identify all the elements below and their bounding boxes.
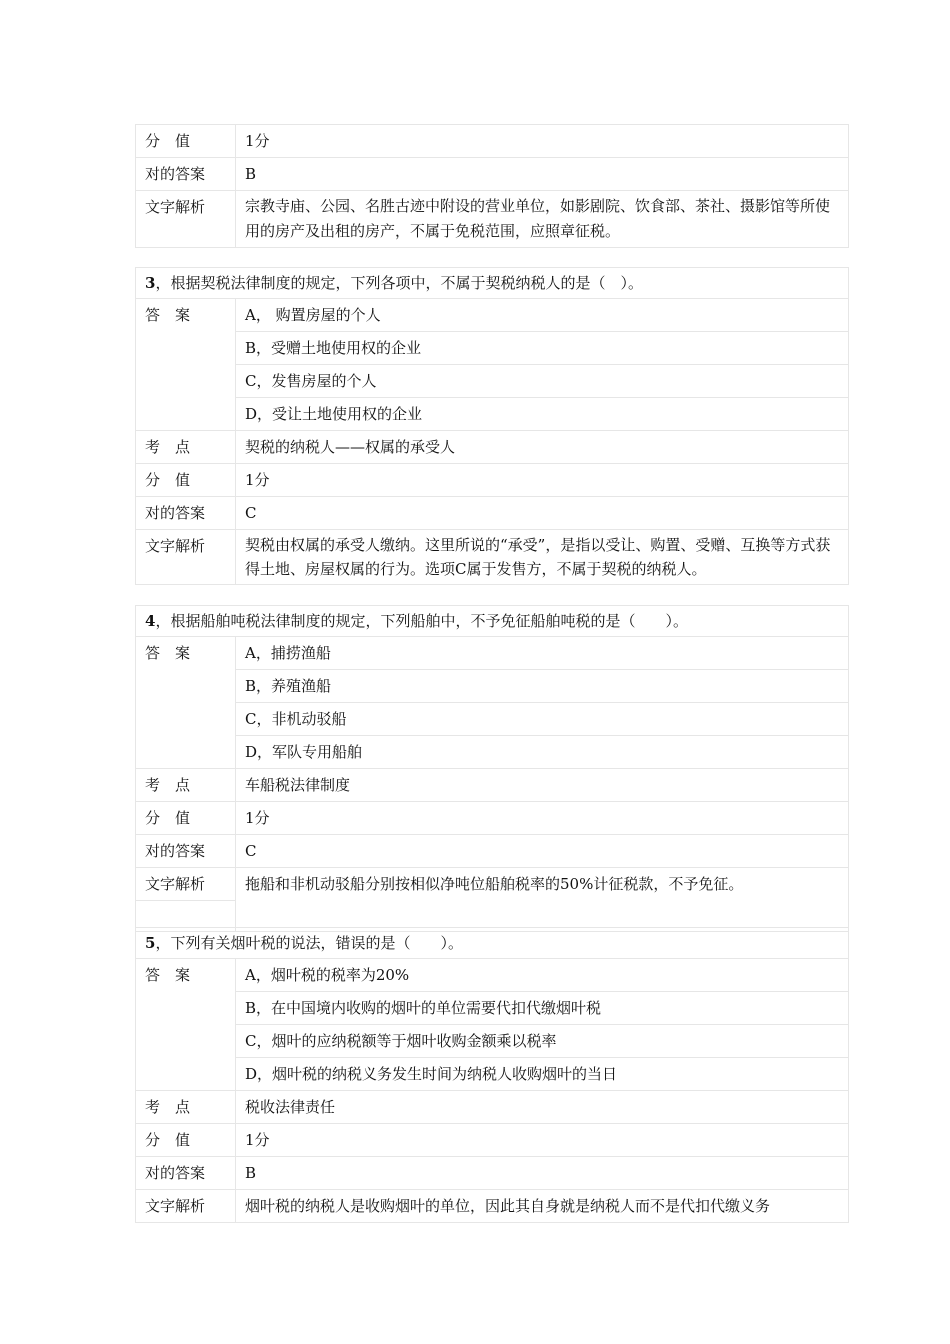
answer-label: 答 案 xyxy=(136,637,236,769)
analysis-text: 烟叶税的纳税人是收购烟叶的单位，因此其自身就是纳税人而不是代扣代缴义务 xyxy=(236,1190,849,1223)
answer-label: 答 案 xyxy=(136,959,236,1091)
point-label: 考 点 xyxy=(136,431,236,464)
option-row xyxy=(136,332,849,365)
correct-answer-label: 对的答案 xyxy=(136,835,236,868)
analysis-label: 文字解析 xyxy=(136,530,236,585)
option-b: B，在中国境内收购的烟叶的单位需要代扣代缴烟叶税 xyxy=(236,992,849,1025)
option-b: B，养殖渔船 xyxy=(236,670,849,703)
analysis-text: 契税由权属的承受人缴纳。这里所说的“承受”，是指以受让、购置、受赠、互换等方式获得土地、房屋权属的行为。选项C属于发售方，不属于契税的纳税人。 xyxy=(236,530,849,585)
point-value: 契税的纳税人——权属的承受人 xyxy=(236,431,849,464)
correct-answer-row xyxy=(136,835,849,868)
score-label: 分 值 xyxy=(136,1124,236,1157)
option-row xyxy=(136,398,849,431)
question-text: ，下列有关烟叶税的说法，错误的是（ ）。 xyxy=(155,934,463,952)
correct-answer-row xyxy=(136,158,849,191)
question-5-block xyxy=(135,927,849,1223)
option-b: B，受赠土地使用权的企业 xyxy=(236,332,849,365)
analysis-text: 宗教寺庙、公园、名胜古迹中附设的营业单位，如影剧院、饮食部、茶社、摄影馆等所使用的房产及出租的房产，不属于免税范围，应照章征税。 xyxy=(236,191,849,248)
question-number: 5 xyxy=(145,934,156,952)
correct-answer-label: 对的答案 xyxy=(136,497,236,530)
analysis-text: 拖船和非机动驳船分别按相似净吨位船舶税率的50%计征税款，不予免征。 xyxy=(236,868,849,932)
option-row xyxy=(136,736,849,769)
correct-answer-row xyxy=(136,497,849,530)
option-c: C，发售房屋的个人 xyxy=(236,365,849,398)
option-d: D，受让土地使用权的企业 xyxy=(236,398,849,431)
analysis-label: 文字解析 xyxy=(136,868,236,901)
option-a: A，捕捞渔船 xyxy=(236,637,849,670)
score-value: 1分 xyxy=(236,1124,849,1157)
option-a: A，烟叶税的税率为20% xyxy=(236,959,849,992)
question-4-block xyxy=(135,605,849,932)
option-row xyxy=(136,959,849,992)
analysis-row xyxy=(136,868,849,901)
point-row xyxy=(136,1091,849,1124)
option-d: D，军队专用船舶 xyxy=(236,736,849,769)
score-value: 1分 xyxy=(236,464,849,497)
question-4-table xyxy=(135,636,849,932)
correct-answer-label: 对的答案 xyxy=(136,158,236,191)
score-label: 分 值 xyxy=(136,802,236,835)
correct-answer-value: B xyxy=(236,1157,849,1190)
score-row xyxy=(136,802,849,835)
point-row xyxy=(136,769,849,802)
analysis-row xyxy=(136,191,849,248)
point-label: 考 点 xyxy=(136,1091,236,1124)
analysis-label: 文字解析 xyxy=(136,191,236,248)
option-row xyxy=(136,1025,849,1058)
score-label: 分 值 xyxy=(136,464,236,497)
point-row xyxy=(136,431,849,464)
question-4-title xyxy=(135,605,849,636)
option-row xyxy=(136,670,849,703)
option-c: C，非机动驳船 xyxy=(236,703,849,736)
point-label: 考 点 xyxy=(136,769,236,802)
score-row xyxy=(136,1124,849,1157)
option-d: D，烟叶税的纳税义务发生时间为纳税人收购烟叶的当日 xyxy=(236,1058,849,1091)
score-label: 分 值 xyxy=(136,125,236,158)
question-3-table xyxy=(135,298,849,585)
option-a: A， 购置房屋的个人 xyxy=(236,299,849,332)
analysis-row xyxy=(136,1190,849,1223)
option-row xyxy=(136,299,849,332)
question-3-title xyxy=(135,267,849,298)
option-row xyxy=(136,703,849,736)
question-number: 3 xyxy=(145,274,156,292)
score-value: 1分 xyxy=(236,125,849,158)
analysis-label: 文字解析 xyxy=(136,1190,236,1223)
question-5-table xyxy=(135,958,849,1223)
correct-answer-label: 对的答案 xyxy=(136,1157,236,1190)
correct-answer-value: B xyxy=(236,158,849,191)
analysis-row xyxy=(136,530,849,585)
question-5-title xyxy=(135,927,849,958)
question-text: ，根据船舶吨税法律制度的规定，下列船舶中，不予免征船舶吨税的是（ ）。 xyxy=(155,612,688,630)
option-row xyxy=(136,365,849,398)
option-row xyxy=(136,637,849,670)
question-number: 4 xyxy=(145,612,156,630)
question-3-block xyxy=(135,267,849,585)
point-value: 车船税法律制度 xyxy=(236,769,849,802)
point-value: 税收法律责任 xyxy=(236,1091,849,1124)
question-text: ，根据契税法律制度的规定，下列各项中，不属于契税纳税人的是（ ）。 xyxy=(155,274,643,292)
correct-answer-row xyxy=(136,1157,849,1190)
answer-label: 答 案 xyxy=(136,299,236,431)
option-c: C，烟叶的应纳税额等于烟叶收购金额乘以税率 xyxy=(236,1025,849,1058)
score-row xyxy=(136,125,849,158)
option-row xyxy=(136,1058,849,1091)
correct-answer-value: C xyxy=(236,497,849,530)
correct-answer-value: C xyxy=(236,835,849,868)
q2-tail-block xyxy=(135,124,849,248)
option-row xyxy=(136,992,849,1025)
score-row xyxy=(136,464,849,497)
score-value: 1分 xyxy=(236,802,849,835)
q2-tail-table xyxy=(135,124,849,248)
